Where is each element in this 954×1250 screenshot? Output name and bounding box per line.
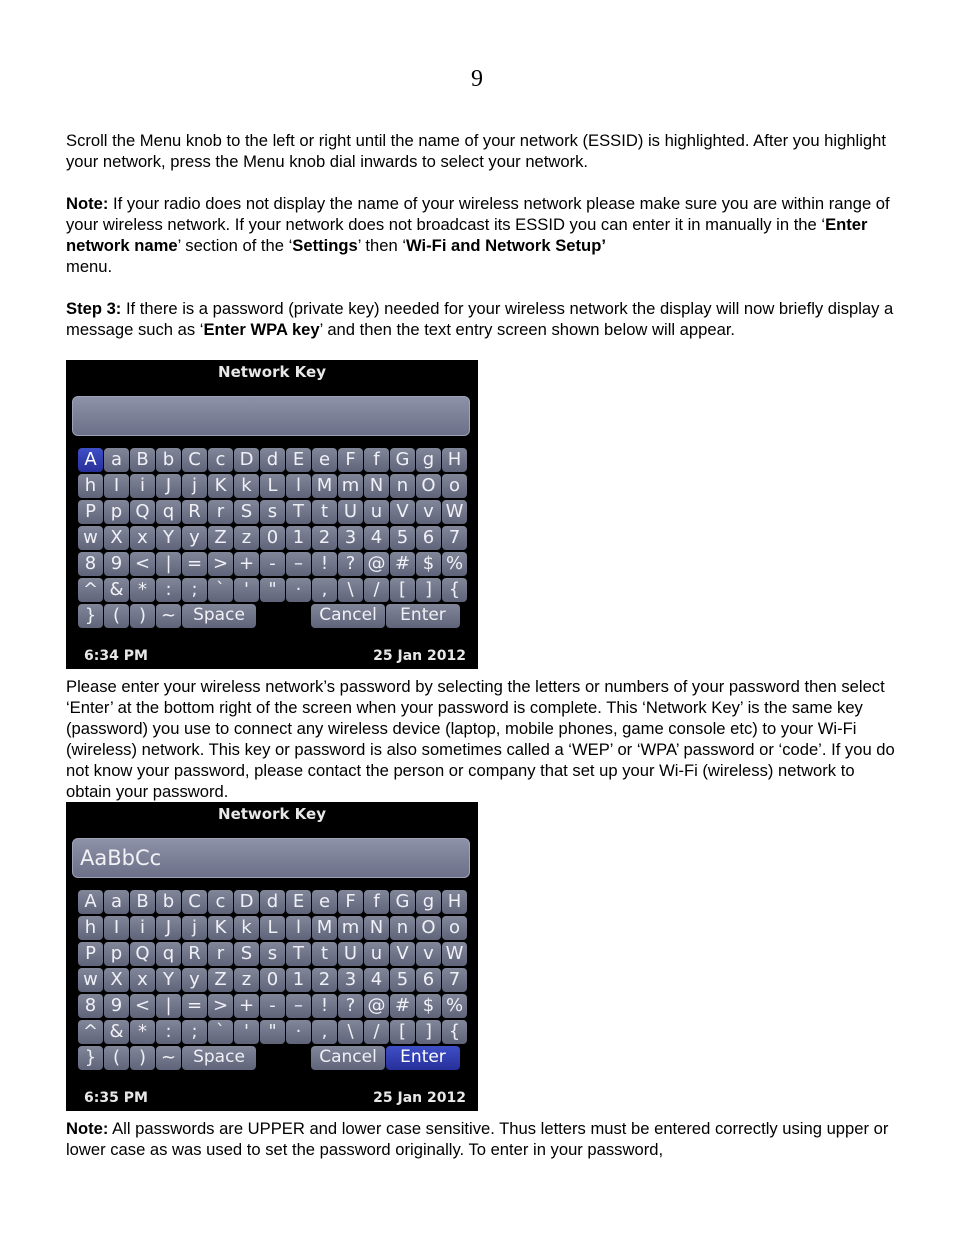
key-button[interactable]: x [130,968,155,992]
enter-button[interactable]: Enter [386,604,460,628]
key-button[interactable]: x [130,526,155,550]
key-button[interactable]: c [208,448,233,472]
key-button[interactable]: P [78,942,103,966]
settings-term: Settings [292,236,358,255]
key-button[interactable]: M [312,916,337,940]
key-button[interactable]: Y [156,968,181,992]
key-button[interactable]: ( [104,604,129,628]
key-button[interactable]: / [364,1020,389,1044]
key-button[interactable]: l [286,474,311,498]
key-button[interactable]: y [182,526,207,550]
key-button[interactable]: a [104,890,129,914]
key-button[interactable]: + [234,994,259,1018]
key-button[interactable]: W [442,942,467,966]
space-button[interactable]: Space [182,1046,256,1070]
key-button[interactable]: ~ [156,1046,181,1070]
key-button[interactable]: n [390,916,415,940]
paragraph-note-network [66,193,896,277]
key-button[interactable]: H [442,448,467,472]
key-button[interactable]: a [104,448,129,472]
key-button[interactable]: u [364,942,389,966]
network-key-screen-empty [66,360,478,669]
key-button[interactable]: – [286,552,311,576]
keyboard-row [78,916,466,942]
key-button[interactable]: b [156,890,181,914]
key-button[interactable]: w [78,526,103,550]
key-button[interactable]: G [390,890,415,914]
network-key-screen-filled [66,802,478,1111]
key-button[interactable]: H [442,890,467,914]
keyboard-row [78,1020,466,1046]
key-button[interactable]: Z [208,968,233,992]
key-button[interactable]: < [130,552,155,576]
key-button[interactable]: D [234,890,259,914]
key-button[interactable]: ` [208,1020,233,1044]
key-button[interactable]: ^ [78,1020,103,1044]
key-button[interactable]: ? [338,552,363,576]
key-button[interactable]: 9 [104,552,129,576]
key-button[interactable]: F [338,890,363,914]
key-button[interactable]: N [364,916,389,940]
key-button[interactable]: h [78,916,103,940]
keyboard-row [78,942,466,968]
key-button[interactable]: F [338,448,363,472]
key-button[interactable]: d [260,890,285,914]
key-button[interactable]: o [442,916,467,940]
key-button[interactable]: f [364,890,389,914]
key-button[interactable]: 1 [286,968,311,992]
key-button[interactable]: ~ [156,604,181,628]
key-button[interactable]: h [78,474,103,498]
key-button[interactable]: V [390,942,415,966]
key-button[interactable]: e [312,890,337,914]
keyboard-row [78,890,466,916]
key-button[interactable]: < [130,994,155,1018]
key-button[interactable]: 4 [364,526,389,550]
key-button[interactable]: [ [390,578,415,602]
cancel-button[interactable]: Cancel [311,1046,385,1070]
key-button[interactable]: ' [234,1020,259,1044]
key-button[interactable]: \ [338,1020,363,1044]
key-button[interactable]: J [156,916,181,940]
key-button[interactable]: z [234,968,259,992]
screen-title: Network Key [218,805,326,823]
key-button[interactable]: " [260,1020,285,1044]
network-key-input[interactable]: AaBbCc [72,838,470,878]
key-button[interactable]: u [364,500,389,524]
key-button[interactable]: G [390,448,415,472]
key-button[interactable]: ; [182,578,207,602]
key-button[interactable]: A [78,448,103,472]
key-button[interactable]: 2 [312,968,337,992]
keyboard-row [78,604,466,630]
key-button[interactable]: 8 [78,552,103,576]
key-button[interactable]: j [182,474,207,498]
key-button[interactable]: ( [104,1046,129,1070]
key-button[interactable]: ) [130,1046,155,1070]
space-button[interactable]: Space [182,604,256,628]
key-button[interactable]: 6 [416,968,441,992]
key-button[interactable]: S [234,500,259,524]
network-key-input[interactable] [72,396,470,436]
key-button[interactable]: V [390,500,415,524]
key-button[interactable]: D [234,448,259,472]
key-button[interactable]: · [286,1020,311,1044]
key-button[interactable]: – [286,994,311,1018]
clock-time: 6:35 PM [84,1090,148,1106]
key-button[interactable]: & [104,578,129,602]
key-button[interactable]: 0 [260,526,285,550]
key-button[interactable]: / [364,578,389,602]
key-button[interactable]: 0 [260,968,285,992]
paragraph-note-case-sensitive [66,1118,896,1160]
key-button[interactable]: P [78,500,103,524]
key-button[interactable]: B [130,448,155,472]
key-button[interactable]: y [182,968,207,992]
key-button[interactable]: { [442,578,467,602]
paragraph-scroll-instructions: Scroll the Menu knob to the left or right until the name of your network (ESSID) is highlighted. After you highlight your network, press the Menu knob dial inwards to select your network. [66,131,886,171]
keyboard-row [78,500,466,526]
key-button[interactable]: w [78,968,103,992]
key-button[interactable]: o [442,474,467,498]
key-button[interactable]: @ [364,552,389,576]
key-button[interactable]: * [130,578,155,602]
key-button[interactable]: $ [416,552,441,576]
key-button[interactable]: q [156,500,181,524]
key-button[interactable]: s [260,942,285,966]
key-button[interactable]: Y [156,526,181,550]
key-button[interactable]: · [286,578,311,602]
key-button[interactable]: ] [416,578,441,602]
key-button[interactable]: s [260,500,285,524]
key-button[interactable]: k [234,474,259,498]
page-number: 9 [471,66,483,92]
key-button[interactable]: 1 [286,526,311,550]
key-button[interactable]: i [130,474,155,498]
key-button[interactable]: S [234,942,259,966]
note-text-4: menu. [66,257,113,276]
key-button[interactable]: U [338,942,363,966]
key-button[interactable]: E [286,448,311,472]
keyboard-spacer [257,1046,310,1072]
key-button[interactable]: J [156,474,181,498]
key-button[interactable]: { [442,1020,467,1044]
key-button[interactable]: \ [338,578,363,602]
keyboard-row [78,1046,466,1072]
key-button[interactable]: 6 [416,526,441,550]
key-button[interactable]: d [260,448,285,472]
key-button[interactable]: 8 [78,994,103,1018]
key-button[interactable]: q [156,942,181,966]
key-button[interactable]: ^ [78,578,103,602]
keyboard-row [78,526,466,552]
key-button[interactable]: K [208,916,233,940]
key-button[interactable]: = [182,994,207,1018]
clock-date: 25 Jan 2012 [373,648,466,664]
key-button[interactable]: Q [130,500,155,524]
key-button[interactable]: # [390,552,415,576]
key-button[interactable]: = [182,552,207,576]
note-text-2: ’ section of the ‘ [177,236,293,255]
key-button[interactable]: - [260,994,285,1018]
key-button[interactable]: v [416,942,441,966]
enter-network-name-term: Enter network name [66,215,868,255]
keyboard-row [78,448,466,474]
key-button[interactable]: L [260,474,285,498]
on-screen-keyboard [78,890,466,1074]
note-label: Note: [66,1119,109,1138]
key-button[interactable]: R [182,942,207,966]
cancel-button[interactable]: Cancel [311,604,385,628]
key-button[interactable]: 2 [312,526,337,550]
key-button[interactable]: n [390,474,415,498]
key-button[interactable]: p [104,500,129,524]
key-button[interactable]: ] [416,1020,441,1044]
key-button[interactable]: t [312,942,337,966]
key-button[interactable]: > [208,994,233,1018]
key-button[interactable]: } [78,604,103,628]
key-button[interactable]: T [286,500,311,524]
key-button[interactable]: X [104,968,129,992]
key-button[interactable]: t [312,500,337,524]
enter-wpa-key-term: Enter WPA key [203,320,320,339]
keyboard-row [78,552,466,578]
key-button[interactable]: v [416,500,441,524]
key-button[interactable]: e [312,448,337,472]
key-button[interactable]: @ [364,994,389,1018]
key-button[interactable]: U [338,500,363,524]
key-button[interactable]: O [416,916,441,940]
key-button[interactable]: g [416,448,441,472]
key-button[interactable]: O [416,474,441,498]
key-button[interactable]: X [104,526,129,550]
key-button[interactable]: ! [312,552,337,576]
keyboard-row [78,474,466,500]
key-button[interactable]: : [156,1020,181,1044]
key-button[interactable]: r [208,942,233,966]
key-button[interactable]: % [442,552,467,576]
key-button[interactable]: & [104,1020,129,1044]
key-button[interactable]: j [182,916,207,940]
step-3-text-2: ’ and then the text entry screen shown below will appear. [319,320,736,339]
step-3-label: Step 3: [66,299,122,318]
key-button[interactable]: I [104,474,129,498]
key-button[interactable]: $ [416,994,441,1018]
key-button[interactable]: l [286,916,311,940]
key-button[interactable]: L [260,916,285,940]
key-button[interactable]: 3 [338,968,363,992]
key-button[interactable]: f [364,448,389,472]
key-button[interactable]: % [442,994,467,1018]
key-button[interactable]: 5 [390,968,415,992]
key-button[interactable]: 9 [104,994,129,1018]
key-button[interactable]: T [286,942,311,966]
key-button[interactable]: b [156,448,181,472]
key-button[interactable]: g [416,890,441,914]
key-button[interactable]: p [104,942,129,966]
key-button[interactable]: C [182,890,207,914]
key-button[interactable]: ) [130,604,155,628]
key-button[interactable]: E [286,890,311,914]
key-button[interactable]: C [182,448,207,472]
keyboard-row [78,578,466,604]
key-button[interactable]: r [208,500,233,524]
key-button[interactable]: - [260,552,285,576]
keyboard-row [78,994,466,1020]
case-sensitive-text: All passwords are UPPER and lower case sensitive. Thus letters must be entered correctly using upper or lower case as was used to set the password originally. To enter in your password, [66,1119,889,1159]
key-button[interactable]: I [104,916,129,940]
key-button[interactable]: : [156,578,181,602]
key-button[interactable]: c [208,890,233,914]
note-text-1: If your radio does not display the name of your wireless network please make sure you are within range of your wireless network. If your network does not broadcast its ESSID you can enter it in manually in the ‘ [66,194,890,234]
key-button[interactable]: Q [130,942,155,966]
note-text-3: ’ then ‘ [357,236,407,255]
key-button[interactable]: > [208,552,233,576]
key-button[interactable]: 5 [390,526,415,550]
key-button[interactable]: K [208,474,233,498]
key-button[interactable]: m [338,916,363,940]
key-button[interactable]: * [130,1020,155,1044]
key-button[interactable]: m [338,474,363,498]
note-label: Note: [66,194,109,213]
key-button[interactable]: k [234,916,259,940]
key-button[interactable]: B [130,890,155,914]
key-button[interactable]: 7 [442,968,467,992]
key-button[interactable]: ? [338,994,363,1018]
key-button[interactable]: 4 [364,968,389,992]
key-button[interactable]: N [364,474,389,498]
key-button[interactable]: | [156,994,181,1018]
key-button[interactable]: W [442,500,467,524]
key-button[interactable]: 7 [442,526,467,550]
step-3-text-1: If there is a password (private key) needed for your wireless network the display will now briefly display a message such as ‘ [66,299,894,339]
key-button[interactable]: } [78,1046,103,1070]
key-button[interactable]: 3 [338,526,363,550]
wifi-network-setup-term: Wi-Fi and Network Setup’ [406,236,606,255]
clock-date: 25 Jan 2012 [373,1090,466,1106]
key-button[interactable]: " [260,578,285,602]
key-button[interactable]: z [234,526,259,550]
keyboard-spacer [257,604,310,630]
key-button[interactable]: ' [234,578,259,602]
key-button[interactable]: A [78,890,103,914]
key-button[interactable]: [ [390,1020,415,1044]
key-button[interactable]: i [130,916,155,940]
on-screen-keyboard [78,448,466,632]
key-button[interactable]: R [182,500,207,524]
clock-time: 6:34 PM [84,648,148,664]
keyboard-row [78,968,466,994]
key-button[interactable]: + [234,552,259,576]
screen-title: Network Key [218,363,326,381]
key-button[interactable]: , [312,1020,337,1044]
key-button[interactable]: ! [312,994,337,1018]
key-button[interactable]: # [390,994,415,1018]
key-button[interactable]: ; [182,1020,207,1044]
key-button[interactable]: ` [208,578,233,602]
enter-button[interactable]: Enter [386,1046,460,1070]
key-button[interactable]: , [312,578,337,602]
key-button[interactable]: | [156,552,181,576]
key-button[interactable]: Z [208,526,233,550]
key-button[interactable]: M [312,474,337,498]
paragraph-step-3 [66,298,896,340]
paragraph-enter-password: Please enter your wireless network’s password by selecting the letters or numbers of your password then select ‘Enter’ at the bottom right of the screen when your password is complete. This ‘Network Key’ is the same key (password) you use to connect any wireless device (laptop, mobile phones, game console etc) to your Wi-Fi (wireless) network. This key or password is also sometimes called a ‘WEP’ or ‘WPA’ password or ‘code’. If you do not know your password, please contact the person or company that set up your Wi-Fi (wireless) network to obtain your password. [66,677,895,801]
